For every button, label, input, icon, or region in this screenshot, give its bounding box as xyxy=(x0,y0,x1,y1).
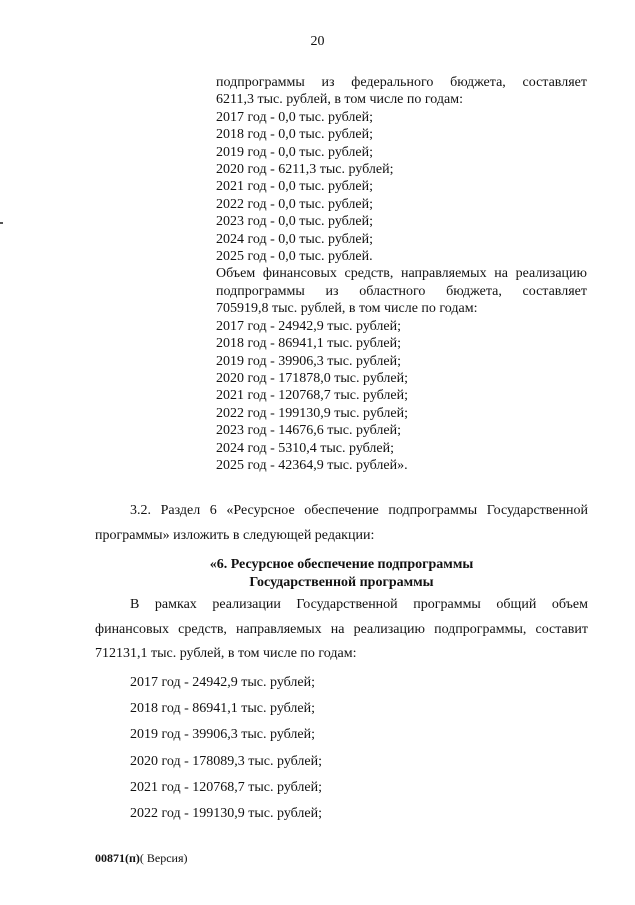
page-number: 20 xyxy=(310,34,325,49)
document-footer xyxy=(95,851,188,866)
text-line: Объем финансовых средств, направляемых на реализацию xyxy=(216,266,587,282)
document-version: ( Версия) xyxy=(139,851,188,865)
list-item: 2018 год - 86941,1 тыс. рублей; xyxy=(130,701,316,717)
body-paragraph xyxy=(95,593,588,667)
year-line: 2021 год - 120768,7 тыс. рублей; xyxy=(216,388,409,404)
margin-mark xyxy=(0,222,3,224)
year-line: 2023 год - 0,0 тыс. рублей; xyxy=(216,214,374,230)
year-line: 2025 год - 42364,9 тыс. рублей». xyxy=(216,457,408,473)
year-line: 2017 год - 0,0 тыс. рублей; xyxy=(216,109,374,125)
year-line: 2024 год - 5310,4 тыс. рублей; xyxy=(216,440,395,456)
year-line: 2019 год - 39906,3 тыс. рублей; xyxy=(216,353,402,369)
funding-block xyxy=(216,74,587,474)
document-code: 00871(п) xyxy=(95,851,140,865)
year-line: 2021 год - 0,0 тыс. рублей; xyxy=(216,179,374,195)
text-line: 6211,3 тыс. рублей, в том числе по годам: xyxy=(216,92,463,108)
list-item: 2022 год - 199130,9 тыс. рублей; xyxy=(130,806,323,822)
list-item: 2017 год - 24942,9 тыс. рублей; xyxy=(130,675,316,690)
list-item: 2019 год - 39906,3 тыс. рублей; xyxy=(130,727,316,743)
section-paragraph xyxy=(95,499,588,548)
year-line: 2020 год - 6211,3 тыс. рублей; xyxy=(216,162,394,178)
year-line: 2018 год - 86941,1 тыс. рублей; xyxy=(216,336,402,352)
section-line: 3.2. Раздел 6 «Ресурсное обеспечение подпрограммы Государственной xyxy=(130,503,588,518)
year-line: 2023 год - 14676,6 тыс. рублей; xyxy=(216,423,402,439)
text-line: подпрограммы из федерального бюджета, составляет xyxy=(216,75,587,90)
year-line: 2019 год - 0,0 тыс. рублей; xyxy=(216,144,374,160)
year-line: 2025 год - 0,0 тыс. рублей. xyxy=(216,249,373,265)
list-item: 2020 год - 178089,3 тыс. рублей; xyxy=(130,753,323,769)
body-line: В рамках реализации Государственной программы общий объем xyxy=(130,597,588,612)
body-line: 712131,1 тыс. рублей, в том числе по годам: xyxy=(95,646,357,661)
list-item: 2021 год - 120768,7 тыс. рублей; xyxy=(130,779,323,795)
text-line: подпрограммы из областного бюджета, составляет xyxy=(216,283,587,299)
section-line: программы» изложить в следующей редакции: xyxy=(95,527,375,543)
heading-line: Государственной программы xyxy=(249,575,434,590)
year-list xyxy=(130,670,322,827)
year-line: 2018 год - 0,0 тыс. рублей; xyxy=(216,127,374,143)
heading-line: «6. Ресурсное обеспечение подпрограммы xyxy=(209,557,474,572)
text-line: 705919,8 тыс. рублей, в том числе по годам: xyxy=(216,301,478,317)
year-line: 2022 год - 199130,9 тыс. рублей; xyxy=(216,405,409,421)
body-line: финансовых средств, направляемых на реализацию подпрограммы, составит xyxy=(95,621,588,637)
year-line: 2024 год - 0,0 тыс. рублей; xyxy=(216,231,374,247)
year-line: 2022 год - 0,0 тыс. рублей; xyxy=(216,196,374,212)
year-line: 2017 год - 24942,9 тыс. рублей; xyxy=(216,318,402,334)
section-heading xyxy=(95,556,588,592)
year-line: 2020 год - 171878,0 тыс. рублей; xyxy=(216,370,409,386)
